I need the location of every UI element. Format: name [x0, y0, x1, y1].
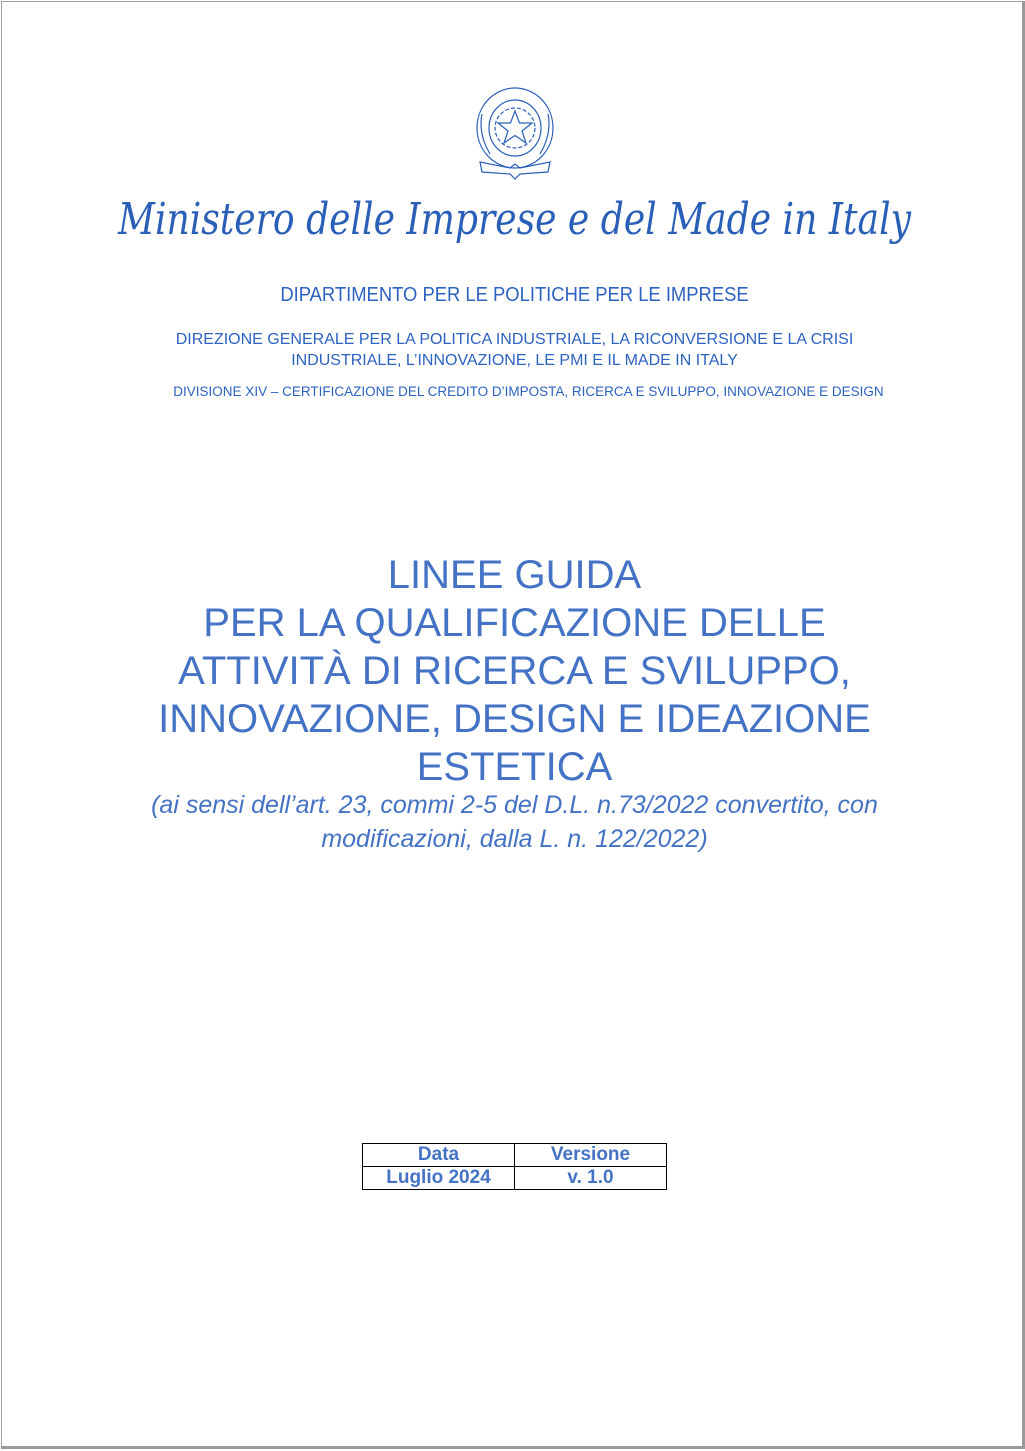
table-row [363, 1167, 667, 1190]
table-header-row [363, 1144, 667, 1167]
title-line: INNOVAZIONE, DESIGN E IDEAZIONE [158, 697, 871, 741]
directorate-line: INDUSTRIALE, L’INNOVAZIONE, LE PMI E IL MADE IN ITALY [291, 352, 738, 369]
title-line: ATTIVITÀ DI RICERCA E SVILUPPO, [178, 649, 851, 693]
subtitle-line: (ai sensi dell’art. 23, commi 2-5 del D.L. n.73/2022 convertito, con [151, 791, 878, 819]
title-line: LINEE GUIDA [387, 553, 642, 597]
cell-date: Luglio 2024 [363, 1167, 515, 1190]
subtitle-line: modificazioni, dalla L. n. 122/2022) [321, 825, 708, 853]
directorate-heading [2, 329, 1025, 371]
document-subtitle [2, 788, 1025, 856]
department-heading: DIPARTIMENTO PER LE POLITICHE PER LE IMPRESE [280, 284, 749, 306]
document-page [1, 1, 1025, 1449]
title-line: ESTETICA [416, 745, 613, 789]
version-table [362, 1143, 667, 1190]
header-data: Data [363, 1144, 515, 1167]
ministry-name: Ministero delle Imprese e del Made in Italy [118, 194, 911, 245]
document-title [2, 551, 1025, 791]
cell-version: v. 1.0 [515, 1167, 667, 1190]
header-version: Versione [515, 1144, 667, 1167]
directorate-line: DIREZIONE GENERALE PER LA POLITICA INDUSTRIALE, LA RICONVERSIONE E LA CRISI [175, 331, 854, 348]
title-line: PER LA QUALIFICAZIONE DELLE [203, 601, 826, 645]
italian-republic-emblem-icon [470, 84, 560, 180]
division-heading: DIVISIONE XIV – CERTIFICAZIONE DEL CREDITO D’IMPOSTA, RICERCA E SVILUPPO, INNOVAZIONE E DESIGN [173, 384, 884, 399]
